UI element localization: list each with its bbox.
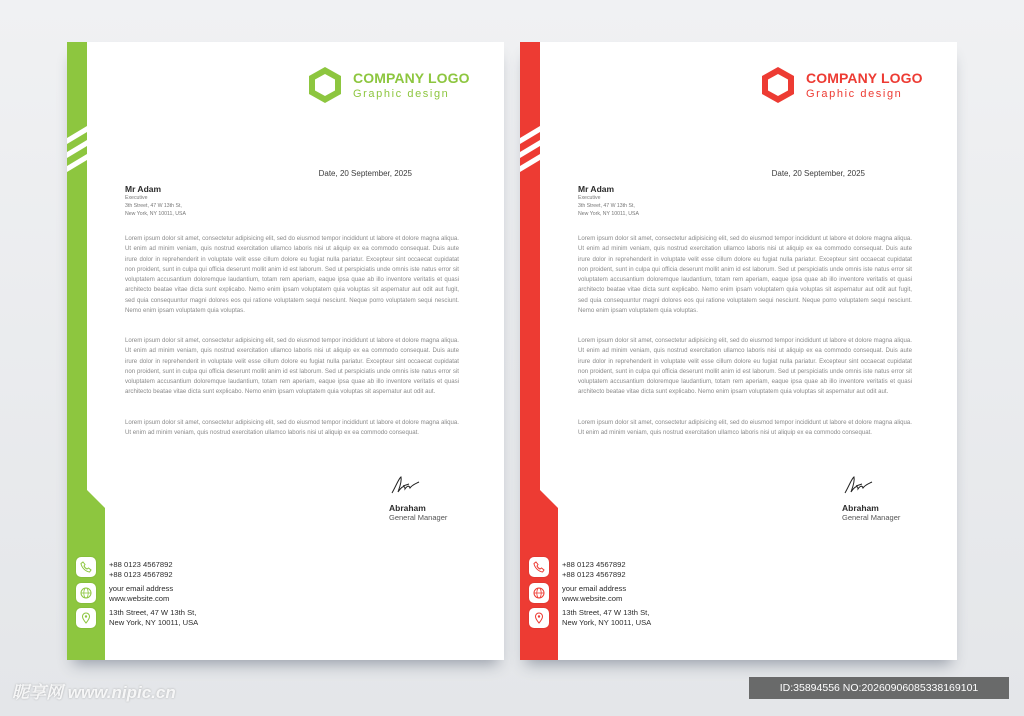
logo-title: COMPANY LOGO <box>806 70 923 86</box>
contact-phone-2: +88 0123 4567892 <box>562 569 626 579</box>
contact-online <box>562 584 626 604</box>
company-logo <box>760 66 940 106</box>
signature-name: Abraham <box>389 503 426 513</box>
logo-title: COMPANY LOGO <box>353 70 470 86</box>
phone-icon <box>529 557 549 577</box>
hexagon-icon <box>307 66 343 104</box>
contact-online <box>109 584 173 604</box>
letterhead-sheet-red <box>520 42 957 660</box>
company-logo <box>307 66 487 106</box>
body-paragraph-1: Lorem ipsum dolor sit amet, consectetur adipisicing elit, sed do eiusmod tempor incididunt ut labore et dolore magna aliqua. Ut enim ad minim veniam, quis nostrud exercitation ullamco laboris nisi ut aliquip ex ea commodo consequat. Duis aute irure dolor in reprehenderit in voluptate velit esse cillum dolore eu fugiat nulla pariatur. Excepteur sint occaecat cupidatat non proident, sunt in culpa qui officia deserunt mollit anim id est laborum. Sed ut perspiciatis unde omnis iste natus error sit voluptatem accusantium doloremque laudantium, totam rem aperiam, eaque ipsa quae ab illo inventore veritatis et quasi architecto beatae vitae dicta sunt explicabo. Nemo enim ipsam voluptatem quia voluptas sit aspernatur aut odit aut fugit, sed quia consequuntur magni dolores eos qui ratione voluptatem sequi nesciunt. Neque porro voluptatem sequi nesciunt. Nemo enim ipsam voluptatem quia voluptas. <box>578 235 912 314</box>
contact-city: New York, NY 10011, USA <box>109 617 199 627</box>
contact-address <box>109 608 198 628</box>
logo-subtitle: Graphic design <box>806 88 903 100</box>
contact-phone-2: +88 0123 4567892 <box>109 569 173 579</box>
hexagon-icon <box>760 66 796 104</box>
contact-address <box>562 608 651 628</box>
watermark-id-banner: ID:35894556 NO:20260906085338169101 <box>749 677 1009 699</box>
recipient-name: Mr Adam <box>578 184 615 194</box>
recipient-role: Executive <box>578 195 601 201</box>
contact-phones <box>562 560 626 580</box>
letter-date: Date, 20 September, 2025 <box>318 169 412 178</box>
contact-city: New York, NY 10011, USA <box>562 617 652 627</box>
recipient-street: 3th Street, 47 W 13th St, <box>125 203 182 209</box>
recipient-role: Executive <box>125 195 148 201</box>
body-paragraph-1: Lorem ipsum dolor sit amet, consectetur adipisicing elit, sed do eiusmod tempor incididunt ut labore et dolore magna aliqua. Ut enim ad minim veniam, quis nostrud exercitation ullamco laboris nisi ut aliquip ex ea commodo consequat. Duis aute irure dolor in reprehenderit in voluptate velit esse cillum dolore eu fugiat nulla pariatur. Excepteur sint occaecat cupidatat non proident, sunt in culpa qui officia deserunt mollit anim id est laborum. Sed ut perspiciatis unde omnis iste natus error sit voluptatem accusantium doloremque laudantium, totam rem aperiam, eaque ipsa quae ab illo inventore veritatis et quasi architecto beatae vitae dicta sunt explicabo. Nemo enim ipsam voluptatem quia voluptas sit aspernatur aut odit aut fugit, sed quia consequuntur magni dolores eos qui ratione voluptatem sequi nesciunt. Neque porro voluptatem sequi nesciunt. Nemo enim ipsam voluptatem quia voluptas. <box>125 235 459 314</box>
signature-block <box>389 474 447 522</box>
contact-street: 13th Street, 47 W 13th St, <box>109 608 197 617</box>
recipient-block <box>125 184 186 218</box>
recipient-name: Mr Adam <box>125 184 162 194</box>
contact-email: your email address <box>562 584 627 593</box>
body-paragraph-3: Lorem ipsum dolor sit amet, consectetur adipisicing elit, sed do eiusmod tempor incididunt ut labore et dolore magna aliqua. Ut enim ad minim veniam, quis nostrud exercitation ullamco laboris nisi ut aliquip ex ea commodo consequat. <box>578 419 912 437</box>
globe-icon <box>529 583 549 603</box>
globe-icon <box>76 583 96 603</box>
body-paragraph-3: Lorem ipsum dolor sit amet, consectetur adipisicing elit, sed do eiusmod tempor incididunt ut labore et dolore magna aliqua. Ut enim ad minim veniam, quis nostrud exercitation ullamco laboris nisi ut aliquip ex ea commodo consequat. <box>125 419 459 437</box>
body-paragraph-2: Lorem ipsum dolor sit amet, consectetur adipisicing elit, sed do eiusmod tempor incididunt ut labore et dolore magna aliqua. Ut enim ad minim veniam, quis nostrud exercitation ullamco laboris nisi ut aliquip ex ea commodo consequat. Duis aute irure dolor in reprehenderit in voluptate velit esse cillum dolore eu fugiat nulla pariatur. Excepteur sint occaecat cupidatat non proident, sunt in culpa qui officia deserunt mollit anim id est laborum. Sed ut perspiciatis unde omnis iste natus error sit voluptatem accusantium doloremque laudantium, totam rem aperiam, eaque ipsa quae ab illo inventore veritatis et quasi architecto beatae vitae dicta sunt explicabo. Nemo enim ipsam voluptatem quia voluptas sit aspernatur aut odit aut. <box>125 337 459 396</box>
recipient-city: New York, NY 10011, USA <box>578 211 639 217</box>
signature-block <box>842 474 900 522</box>
letterhead-sheet-green <box>67 42 504 660</box>
body-paragraph-2: Lorem ipsum dolor sit amet, consectetur adipisicing elit, sed do eiusmod tempor incididunt ut labore et dolore magna aliqua. Ut enim ad minim veniam, quis nostrud exercitation ullamco laboris nisi ut aliquip ex ea commodo consequat. Duis aute irure dolor in reprehenderit in voluptate velit esse cillum dolore eu fugiat nulla pariatur. Excepteur sint occaecat cupidatat non proident, sunt in culpa qui officia deserunt mollit anim id est laborum. Sed ut perspiciatis unde omnis iste natus error sit voluptatem accusantium doloremque laudantium, totam rem aperiam, eaque ipsa quae ab illo inventore veritatis et quasi architecto beatae vitae dicta sunt explicabo. Nemo enim ipsam voluptatem quia voluptas sit aspernatur aut odit aut. <box>578 337 912 396</box>
signature-name: Abraham <box>842 503 879 513</box>
signature-scribble-icon <box>842 474 878 496</box>
signature-title: General Manager <box>842 513 901 522</box>
watermark-site: 昵享网 www.nipic.cn <box>12 683 176 702</box>
contact-phone-1: +88 0123 4567892 <box>562 560 626 569</box>
signature-title: General Manager <box>389 513 448 522</box>
contact-street: 13th Street, 47 W 13th St, <box>562 608 650 617</box>
contact-email: your email address <box>109 584 174 593</box>
phone-icon <box>76 557 96 577</box>
contact-website: www.website.com <box>109 593 170 603</box>
letter-date: Date, 20 September, 2025 <box>771 169 865 178</box>
recipient-block <box>578 184 639 218</box>
contact-phone-1: +88 0123 4567892 <box>109 560 173 569</box>
location-pin-icon <box>76 608 96 628</box>
contact-website: www.website.com <box>562 593 623 603</box>
signature-scribble-icon <box>389 474 425 496</box>
logo-subtitle: Graphic design <box>353 88 450 100</box>
recipient-street: 3th Street, 47 W 13th St, <box>578 203 635 209</box>
location-pin-icon <box>529 608 549 628</box>
contact-phones <box>109 560 173 580</box>
recipient-city: New York, NY 10011, USA <box>125 211 186 217</box>
